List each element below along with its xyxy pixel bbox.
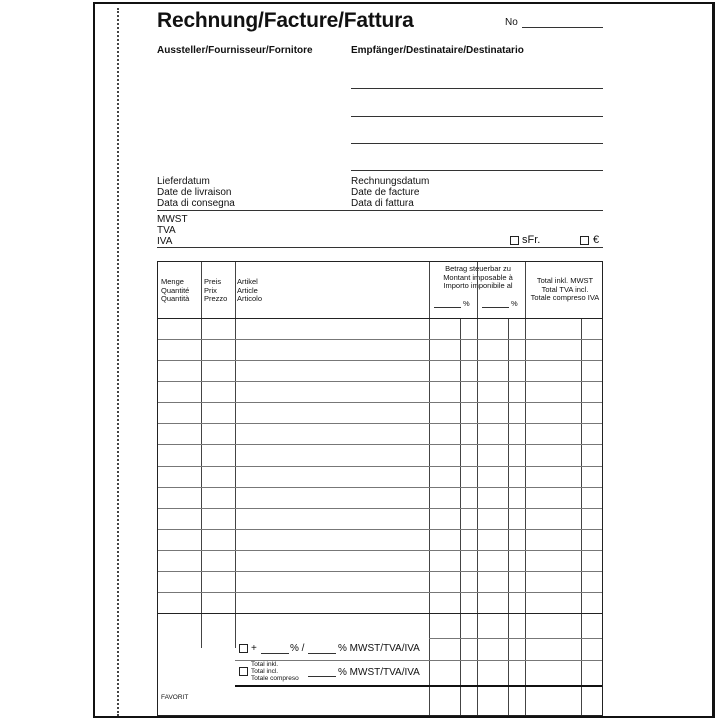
table-row[interactable] [158,571,602,572]
brand-label: FAVORIT [161,694,189,701]
col-sep-total [525,262,526,715]
table-row[interactable] [158,423,602,424]
col-taxable-header: Betrag steuerbar zu Montant imposable à Importo imponibile al [443,264,513,291]
total-rate-field[interactable] [308,676,336,677]
col-sep-taxable-mid [477,262,478,715]
invoice-number-label: No [505,17,518,28]
total-row-line [235,685,602,687]
vat-rule [157,247,603,248]
vat-rate-field[interactable] [261,653,289,654]
recipient-line-2[interactable] [351,116,603,117]
perforation-line [117,8,119,716]
recipient-label: Empfänger/Destinataire/Destinatario [351,45,524,56]
col-price-header: Preis Prix Prezzo [204,277,228,304]
taxable-rate-1-percent: % [463,299,470,308]
col-sep-taxable-2-cents [508,318,509,715]
table-row[interactable] [158,360,602,361]
table-header-rule [158,318,602,319]
invoice-date-label: Rechnungsdatum Date de facture Data di fattura [351,176,430,209]
recipient-line-1[interactable] [351,88,603,89]
subtotal-row-line [429,638,602,639]
vat-percent-slash: % / [290,643,305,654]
taxable-rate-2-percent: % [511,299,518,308]
taxable-rate-1-field[interactable] [434,307,461,308]
col-sep-quantity [201,262,202,648]
vat-label: MWST TVA IVA [157,214,188,247]
table-row[interactable] [158,529,602,530]
col-total-header: Total inkl. MWST Total TVA incl. Totale compreso IVA [530,276,600,303]
col-quantity-header: Menge Quantité Quantità [161,277,190,304]
table-row[interactable] [158,381,602,382]
vat-add-checkbox[interactable] [239,644,248,653]
dates-rule [157,210,603,211]
col-sep-total-cents [581,318,582,715]
line-items-table [157,261,603,716]
eur-checkbox[interactable] [580,236,589,245]
table-row[interactable] [158,487,602,488]
invoice-title: Rechnung/Facture/Fattura [157,9,414,32]
eur-label: € [593,234,600,246]
total-incl-label: Total inkl. Total incl. Totale compreso [251,661,299,682]
invoice-number-field[interactable] [522,27,603,28]
table-row[interactable] [158,339,602,340]
chf-checkbox[interactable] [510,236,519,245]
delivery-date-label: Lieferdatum Date de livraison Data di consegna [157,176,235,209]
table-row[interactable] [158,508,602,509]
recipient-line-3[interactable] [351,143,603,144]
col-sep-price [235,262,236,648]
chf-label: sFr. [522,234,541,246]
total-percent-label: % MWST/TVA/IVA [338,667,420,678]
table-row[interactable] [158,592,602,593]
taxable-rate-2-field[interactable] [482,307,509,308]
vat-plus-sign: + [251,643,257,654]
table-row[interactable] [158,550,602,551]
vat-rate-field-2[interactable] [308,653,336,654]
table-row[interactable] [158,444,602,445]
subtotal-rule [158,613,602,614]
table-row[interactable] [158,402,602,403]
vat-percent-label: % MWST/TVA/IVA [338,643,420,654]
table-row[interactable] [158,466,602,467]
issuer-label: Aussteller/Fournisseur/Fornitore [157,45,313,56]
col-sep-article [429,262,430,715]
col-article-header: Artikel Article Articolo [237,277,263,304]
col-sep-taxable-1-cents [460,318,461,715]
total-incl-checkbox[interactable] [239,667,248,676]
recipient-line-4[interactable] [351,170,603,171]
